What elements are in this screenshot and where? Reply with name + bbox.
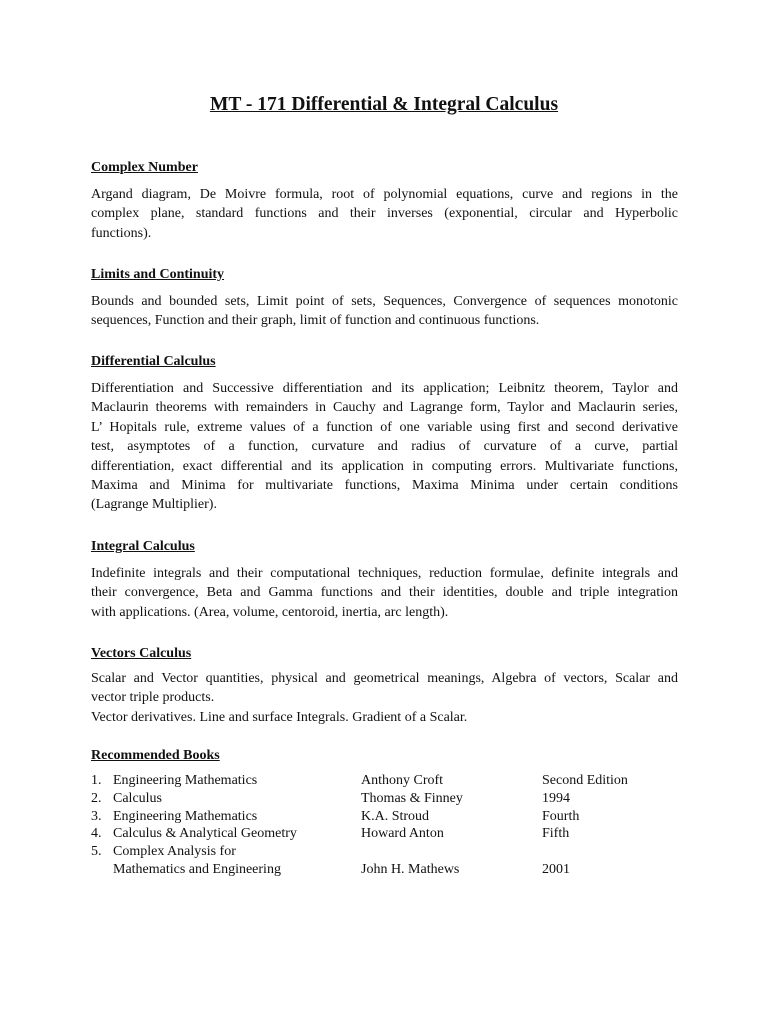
book-title: Engineering Mathematics xyxy=(113,808,258,824)
body-line: Scalar and Vector quantities, physical and geometrical meanings, Algebra of vectors, Scalar and xyxy=(91,671,678,686)
book-number: 3. xyxy=(91,808,102,824)
book-edition: Fifth xyxy=(542,826,570,842)
book-title: Engineering Mathematics xyxy=(113,773,258,788)
book-title: Mathematics and Engineering xyxy=(113,861,281,877)
book-edition: Fourth xyxy=(542,808,580,824)
book-author: John H. Mathews xyxy=(361,861,460,877)
body-line: Maclaurin theorems with remainders in Cauchy and Lagrange form, Taylor and Maclaurin series, xyxy=(91,400,678,416)
book-row xyxy=(91,843,691,861)
book-row xyxy=(91,790,691,808)
section-heading-recommended-books: Recommended Books xyxy=(91,748,220,763)
body-line: Differentiation and Successive differentiation and its application; Leibnitz theorem, Taylor and xyxy=(91,381,678,396)
book-edition: 1994 xyxy=(542,790,570,806)
book-number: 2. xyxy=(91,790,102,806)
body-line: with applications. (Area, volume, centoroid, inertia, arc length). xyxy=(91,604,449,620)
book-title: Complex Analysis for xyxy=(113,844,236,860)
body-line: Vector derivatives. Line and surface Integrals. Gradient of a Scalar. xyxy=(91,709,468,725)
body-line: vector triple products. xyxy=(91,690,215,706)
book-number: 1. xyxy=(91,773,102,788)
book-edition: Second Edition xyxy=(542,773,628,788)
section-heading-differential-calculus: Differential Calculus xyxy=(91,354,216,369)
section-heading-limits-continuity: Limits and Continuity xyxy=(91,267,225,282)
body-line: differentiation, exact differential and its application in computing errors. Multivariate functions, xyxy=(91,458,678,474)
book-row xyxy=(91,861,691,879)
body-line: test, asymptotes of a function, curvature and radius of curvature of a curve, partial xyxy=(91,439,678,455)
section-heading-complex-number: Complex Number xyxy=(91,160,198,175)
body-line: (Lagrange Multiplier). xyxy=(91,497,217,513)
page-title: MT - 171 Differential & Integral Calculus xyxy=(209,94,559,115)
body-line: L’ Hopitals rule, extreme values of a function of one variable using first and second derivative xyxy=(91,419,678,435)
body-line: their convergence, Beta and Gamma functions and their identities, double and triple integration xyxy=(91,585,678,601)
body-line: Indefinite integrals and their computational techniques, reduction formulae, definite integrals and xyxy=(91,566,678,581)
book-author: Thomas & Finney xyxy=(361,790,463,806)
book-row xyxy=(91,808,691,826)
body-line: Maxima and Minima for multivariate functions, Maxima Minima under certain conditions xyxy=(91,478,678,494)
book-title: Calculus & Analytical Geometry xyxy=(113,826,297,842)
body-line: complex plane, standard functions and their inverses (exponential, circular and Hyperbolic xyxy=(91,206,678,222)
body-line: Argand diagram, De Moivre formula, root of polynomial equations, curve and regions in the xyxy=(91,187,678,202)
section-body-limits-continuity xyxy=(91,292,678,331)
book-title: Calculus xyxy=(113,790,162,806)
book-edition: 2001 xyxy=(542,861,570,877)
body-line: sequences, Function and their graph, limit of function and continuous functions. xyxy=(91,313,540,329)
section-heading-integral-calculus: Integral Calculus xyxy=(91,539,195,554)
book-number: 5. xyxy=(91,844,102,860)
book-author: Anthony Croft xyxy=(361,773,444,788)
section-heading-vectors-calculus: Vectors Calculus xyxy=(91,646,192,661)
book-number: 4. xyxy=(91,826,102,842)
book-author: Howard Anton xyxy=(361,826,444,842)
section-body-differential-calculus xyxy=(91,379,678,515)
book-row xyxy=(91,825,691,843)
body-line: Bounds and bounded sets, Limit point of sets, Sequences, Convergence of sequences monotonic xyxy=(91,294,678,309)
body-line: functions). xyxy=(91,225,152,241)
section-body-complex-number xyxy=(91,185,678,243)
book-row xyxy=(91,772,691,790)
section-body-integral-calculus xyxy=(91,564,678,622)
section-body-vectors-calculus xyxy=(91,669,678,727)
recommended-books-list xyxy=(91,772,691,879)
book-author: K.A. Stroud xyxy=(361,808,430,824)
